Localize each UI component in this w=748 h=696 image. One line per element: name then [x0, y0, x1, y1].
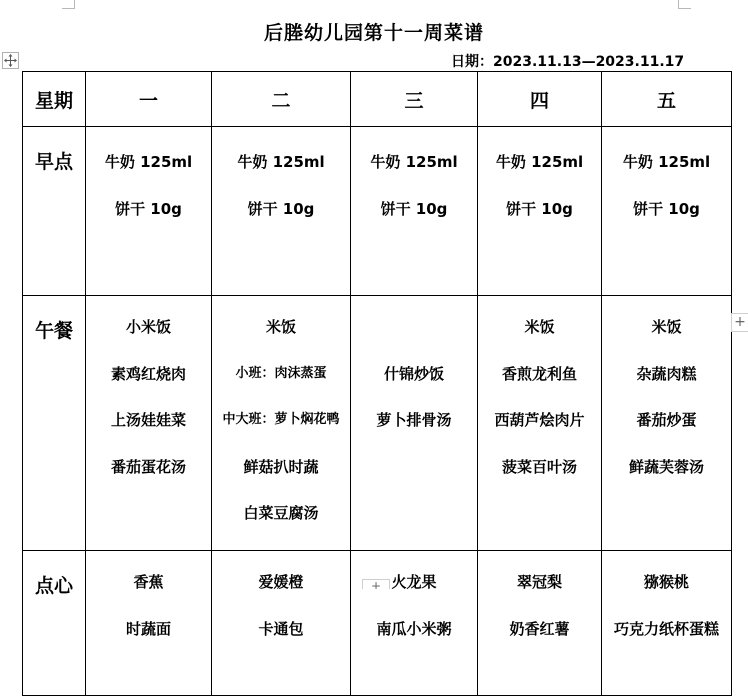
- menu-item: 饼干 10g: [115, 199, 182, 218]
- menu-item: 饼干 10g: [247, 199, 315, 218]
- menu-item: 番茄炒蛋: [636, 411, 697, 429]
- menu-item: 白菜豆腐汤: [243, 504, 319, 522]
- menu-item: 牛奶 125ml: [622, 153, 711, 171]
- table-header-row: [23, 72, 732, 127]
- move-arrows-icon: [4, 54, 17, 67]
- menu-item: 饼干 10g: [380, 199, 448, 218]
- menu-item: 巧克力纸杯蛋糕: [613, 619, 719, 638]
- lunch-cell-wed[interactable]: [351, 296, 478, 551]
- menu-item: 什锦炒饭: [383, 364, 444, 383]
- menu-item: 番茄蛋花汤: [110, 457, 186, 476]
- snack-cell-fri[interactable]: [602, 551, 732, 696]
- menu-item: 米饭: [265, 318, 296, 336]
- meal-label-breakfast: 早点: [23, 127, 86, 296]
- table-row-lunch: [23, 296, 732, 551]
- header-day-4: 四: [478, 72, 602, 127]
- menu-item: 牛奶 125ml: [370, 153, 458, 171]
- menu-item: 爱媛橙: [258, 573, 304, 591]
- menu-item: 小班：肉沫蒸蛋: [235, 365, 327, 381]
- table-row-snack: [23, 551, 732, 696]
- menu-title: 后塍幼儿园第十一周菜谱: [263, 22, 484, 44]
- menu-item: 上汤娃娃菜: [110, 411, 186, 429]
- menu-item: 鲜菇扒时蔬: [243, 457, 319, 476]
- menu-item: 杂蔬肉糕: [636, 364, 697, 383]
- page-corner-mark-left: [62, 0, 75, 9]
- lunch-cell-tue[interactable]: [212, 296, 351, 551]
- meal-label-snack: 点心: [23, 551, 86, 696]
- menu-item: [351, 304, 477, 351]
- page-corner-mark-right: [678, 0, 691, 9]
- weekly-menu-table: [22, 71, 732, 696]
- menu-item: 奶香红薯: [509, 619, 570, 638]
- date-range: 日期：2023.11.13—2023.11.17: [451, 54, 685, 70]
- menu-item: 西葫芦烩肉片: [494, 411, 585, 429]
- menu-item: 米饭: [651, 318, 682, 336]
- add-row-button[interactable]: +: [362, 579, 390, 589]
- breakfast-cell-mon[interactable]: [86, 127, 212, 296]
- lunch-cell-mon[interactable]: [86, 296, 212, 551]
- meal-label-lunch: 午餐: [23, 296, 86, 551]
- snack-cell-tue[interactable]: [212, 551, 351, 696]
- snack-cell-mon[interactable]: [86, 551, 212, 696]
- snack-cell-wed[interactable]: [351, 551, 478, 696]
- lunch-cell-thu[interactable]: [478, 296, 602, 551]
- snack-cell-thu[interactable]: [478, 551, 602, 696]
- menu-item: 翠冠梨: [516, 573, 562, 591]
- menu-item: 萝卜排骨汤: [376, 411, 452, 429]
- add-column-button[interactable]: +: [731, 313, 748, 332]
- table-move-handle[interactable]: [2, 52, 19, 69]
- menu-item: 中大班：萝卜焖花鸭: [222, 412, 340, 427]
- menu-item: 牛奶 125ml: [237, 153, 325, 171]
- breakfast-cell-thu[interactable]: [478, 127, 602, 296]
- menu-item: 火龙果: [391, 573, 437, 591]
- menu-item: 香煎龙利鱼: [501, 364, 577, 383]
- menu-item: 菠菜百叶汤: [501, 457, 577, 476]
- menu-item: 香蕉: [133, 573, 164, 591]
- breakfast-cell-wed[interactable]: [351, 127, 478, 296]
- menu-item: 鲜蔬芙蓉汤: [628, 457, 704, 476]
- table-row-breakfast: [23, 127, 732, 296]
- menu-item: 饼干 10g: [633, 199, 700, 218]
- lunch-cell-fri[interactable]: [602, 296, 732, 551]
- header-day-2: 二: [212, 72, 351, 127]
- header-day-3: 三: [351, 72, 478, 127]
- header-weekday-label: 星期: [23, 72, 86, 127]
- header-day-1: 一: [86, 72, 212, 127]
- menu-item: 时蔬面: [125, 619, 171, 638]
- menu-item: 素鸡红烧肉: [110, 364, 186, 383]
- menu-item: 猕猴桃: [643, 573, 689, 591]
- menu-item: 牛奶 125ml: [495, 153, 584, 171]
- menu-item: 米饭: [524, 318, 555, 336]
- menu-item: 小米饭: [125, 318, 171, 336]
- header-day-5: 五: [602, 72, 732, 127]
- menu-item: 牛奶 125ml: [104, 153, 193, 171]
- menu-item: 卡通包: [258, 619, 304, 638]
- menu-item: 饼干 10g: [506, 199, 573, 218]
- breakfast-cell-fri[interactable]: [602, 127, 732, 296]
- menu-item: 南瓜小米粥: [376, 619, 452, 638]
- breakfast-cell-tue[interactable]: [212, 127, 351, 296]
